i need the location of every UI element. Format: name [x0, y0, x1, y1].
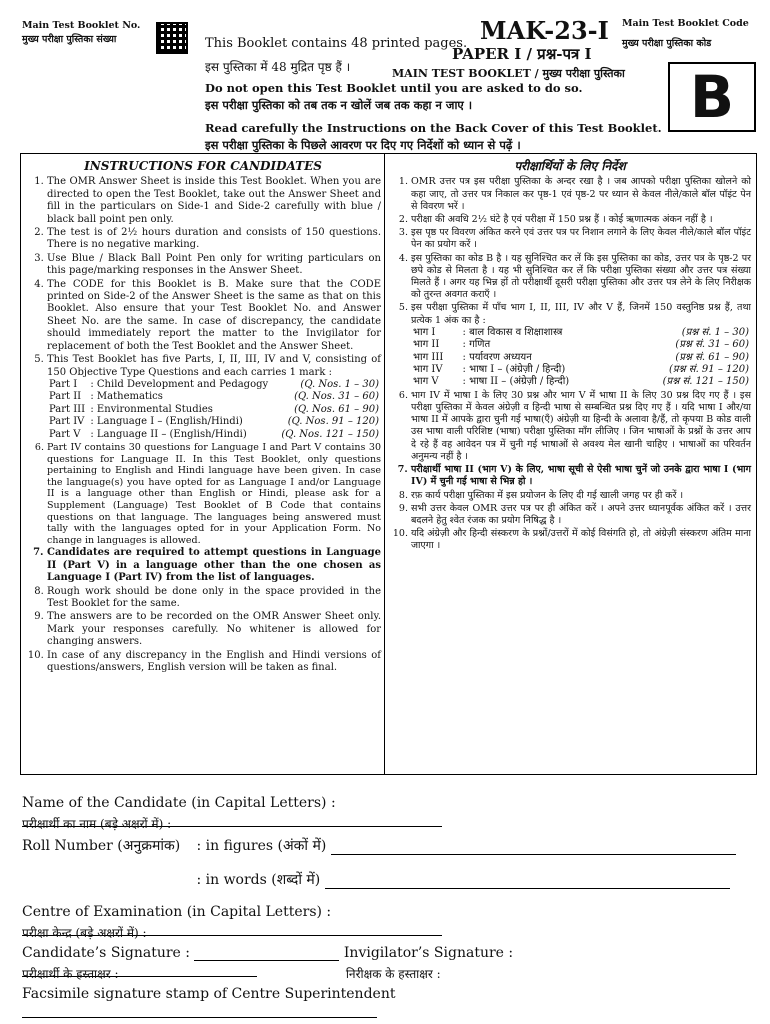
part-questions: (प्रश्न सं. 91 – 120)	[668, 364, 749, 376]
instruction-hi-8: 8. रफ़ कार्य परीक्षा पुस्तिका में इस प्रयोजन के लिए दी गई खाली जगह पर ही करें ।	[411, 490, 751, 502]
pages-hi: इस पुस्तिका में 48 मुद्रित पृष्ठ हैं ।	[205, 60, 351, 74]
booklet-code-label-en: Main Test Booklet Code	[622, 18, 749, 29]
instructions-hindi	[389, 160, 751, 554]
instructions-box	[20, 153, 757, 775]
candidate-signature-label-en: Candidate’s Signature :	[22, 945, 190, 961]
part-subject: : भाषा II – (अंग्रेज़ी / हिन्दी)	[462, 376, 570, 388]
instruction-en-3: 3. Use Blue / Black Ball Point Pen only for writing particulars on this page/marking responses in the Answer Sheet.	[47, 253, 381, 278]
part-subject: : गणित	[462, 339, 491, 351]
candidate-signature-input[interactable]	[194, 960, 339, 961]
warning-open-hi: इस परीक्षा पुस्तिका को तब तक न खोलें जब तक कहा न जाए ।	[205, 98, 473, 112]
table-row	[411, 376, 751, 388]
roll-words-input[interactable]	[325, 888, 730, 889]
part-label: Part II	[49, 391, 82, 403]
instruction-hi-4: 4. इस पुस्तिका का कोड B है । यह सुनिश्चित कर लें कि इस पुस्तिका का कोड, उत्तर पत्र के पृष्ठ-2 पर छपे कोड से मिलता है । यह भी सुनिश्चित कर लें कि परीक्षा पुस्तिका संख्या और उत्तर पत्र संख्या मिलते हैं । अगर यह भिन्न हों तो परीक्षार्थी दूसरी परीक्षा पुस्तिका और उत्तर पत्र लेने के लिए निरीक्षक को तुरन्त अवगत कराएँ ।	[411, 253, 751, 302]
warning-open-en: Do not open this Test Booklet until you are asked to do so.	[205, 81, 583, 95]
part-subject: : Mathematics	[90, 391, 163, 403]
instruction-hi-5-text: इस परीक्षा पुस्तिका में पाँच भाग I, II, III, IV और V हैं, जिनमें 150 वस्तुनिष्ठ प्रश्न हैं, तथा प्रत्येक 1 अंक का है :	[411, 302, 751, 326]
instructions-english	[25, 160, 381, 675]
roll-figures-row	[22, 836, 752, 855]
signature-labels-hi	[22, 965, 752, 982]
roll-figures-input[interactable]	[331, 854, 736, 855]
part-questions: (प्रश्न सं. 31 – 60)	[675, 339, 749, 351]
part-label: भाग IV	[413, 364, 443, 376]
booklet-code-box: B	[668, 62, 756, 132]
instruction-hi-3: 3. इस पृष्ठ पर विवरण अंकित करने एवं उत्तर पत्र पर निशान लगाने के लिए केवल नीले/काले बॉल पॉइंट पेन का प्रयोग करें ।	[411, 227, 751, 251]
instruction-en-2: 2. The test is of 2½ hours duration and consists of 150 questions. There is no negative marking.	[47, 227, 381, 252]
instruction-hi-6: 6. भाग IV में भाषा I के लिए 30 प्रश्न और भाग V में भाषा II के लिए 30 प्रश्न दिए गए हैं । इस परीक्षा पुस्तिका में केवल अंग्रेज़ी व हिन्दी भाषा से सम्बन्धित प्रश्न दिए गए हैं । यदि भाषा I और/या भाषा II में आपके द्वारा चुनी गई भाषा(एँ) अंग्रेज़ी या हिन्दी के अलावा है/हैं, तो कृपया B कोड वाली उस भाषा वाली परिशिष्ट (भाषा) परीक्षा पुस्तिका माँग लीजिए । जिन भाषाओं के प्रश्नों के उत्तर आप दे रहे हैं वह आवेदन पत्र में चुनी गई भाषाओं से अवश्य मेल खानी चाहिए । भाषाओं का परिवर्तन अनुमन्य नहीं है ।	[411, 390, 751, 463]
booklet-code-label-hi: मुख्य परीक्षा पुस्तिका कोड	[622, 38, 712, 49]
part-label: Part V	[49, 428, 81, 440]
part-label: Part I	[49, 378, 78, 390]
table-row	[47, 379, 381, 391]
part-label: Part III	[49, 403, 86, 415]
parts-table-hi	[411, 327, 751, 389]
pages-en: This Booklet contains 48 printed pages.	[205, 36, 468, 51]
centre-label-en: Centre of Examination (in Capital Letters) :	[22, 904, 332, 920]
table-row	[47, 416, 381, 428]
table-row	[411, 339, 751, 351]
table-row	[411, 352, 751, 364]
code-title: MAK-23-I	[480, 16, 609, 45]
candidate-signature-label-hi: परीक्षार्थी के हस्ताक्षर :	[22, 967, 119, 981]
name-label-hi: परीक्षार्थी का नाम (बड़े अक्षरों में) :	[22, 817, 172, 831]
booklet-no-label-en: Main Test Booklet No.	[22, 20, 141, 31]
table-row	[411, 327, 751, 339]
table-row	[47, 404, 381, 416]
part-questions: (Q. Nos. 61 – 90)	[294, 403, 379, 415]
paper-title: PAPER I / प्रश्न-पत्र I	[452, 45, 592, 63]
part-subject: : भाषा I – (अंग्रेज़ी / हिन्दी)	[462, 364, 566, 376]
warning-read-en: Read carefully the Instructions on the Back Cover of this Test Booklet.	[205, 121, 662, 135]
part-questions: (Q. Nos. 31 – 60)	[294, 391, 379, 403]
part-subject: : बाल विकास व शिक्षाशास्त्र	[462, 326, 563, 338]
part-questions: (Q. Nos. 1 – 30)	[300, 378, 379, 390]
roll-label: Roll Number (अनुक्रमांक)	[22, 838, 181, 854]
stamp-input[interactable]	[22, 1017, 377, 1018]
table-row	[411, 364, 751, 376]
instruction-hi-9: 9. सभी उत्तर केवल OMR उत्तर पत्र पर ही अंकित करें । अपने उत्तर ध्यानपूर्वक अंकित करें । उत्तर बदलने हेतु श्वेत रंजक का प्रयोग निषिद्ध है ।	[411, 503, 751, 527]
stamp-row	[22, 986, 752, 1018]
table-row	[47, 391, 381, 403]
part-subject: : Language II – (English/Hindi)	[90, 428, 247, 440]
instruction-hi-5	[411, 302, 751, 388]
roll-words-row	[22, 870, 752, 889]
instruction-en-5-text: This Test Booklet has five Parts, I, II, III, IV and V, consisting of 150 Objective Type Questions and each carries 1 mark :	[47, 354, 381, 378]
part-questions: (Q. Nos. 121 – 150)	[281, 428, 379, 440]
instruction-en-5	[47, 354, 381, 441]
instruction-en-4: 4. The CODE for this Booklet is B. Make sure that the CODE printed on Side-2 of the Answer Sheet is the same as that on this Booklet. Also ensure that your Test Booklet No. and Answer Sheet No. are the same. In case of discrepancy, the candidate should immediately report the matter to the Invigilator for replacement of both the Test Booklet and the Answer Sheet.	[47, 279, 381, 353]
invigilator-signature-label-hi: निरीक्षक के हस्ताक्षर :	[345, 967, 441, 981]
part-subject: : Child Development and Pedagogy	[90, 378, 269, 390]
instructions-title-hi: परीक्षार्थियों के लिए निर्देश	[514, 159, 626, 173]
part-label: भाग I	[413, 326, 436, 338]
column-divider	[384, 154, 385, 774]
part-questions: (प्रश्न सं. 1 – 30)	[681, 326, 749, 338]
part-subject: : पर्यावरण अध्ययन	[462, 351, 532, 363]
part-label: भाग V	[413, 376, 439, 388]
instruction-en-1: 1. The OMR Answer Sheet is inside this Test Booklet. When you are directed to open the Test Booklet, take out the Answer Sheet and fill in the particulars on Side-1 and Side-2 carefully with blue / black ball point pen only.	[47, 176, 381, 226]
part-label: Part IV	[49, 416, 85, 428]
part-label: भाग II	[413, 339, 440, 351]
part-label: भाग III	[413, 351, 444, 363]
instruction-en-8: 8. Rough work should be done only in the space provided in the Test Booklet for the same.	[47, 586, 381, 611]
instruction-en-9: 9. The answers are to be recorded on the OMR Answer Sheet only. Mark your responses carefully. No whitener is allowed for changing answers.	[47, 611, 381, 648]
centre-label-hi: परीक्षा केन्द्र (बड़े अक्षरों में) :	[22, 926, 147, 940]
name-label-en: Name of the Candidate (in Capital Letters) :	[22, 795, 336, 811]
main-booklet-label: MAIN TEST BOOKLET / मुख्य परीक्षा पुस्तिका	[392, 67, 625, 80]
booklet-no-label-hi: मुख्य परीक्षा पुस्तिका संख्या	[22, 34, 117, 45]
part-questions: (प्रश्न सं. 121 – 150)	[662, 376, 749, 388]
instructions-title-en: INSTRUCTIONS FOR CANDIDATES	[84, 159, 322, 173]
table-row	[47, 429, 381, 441]
parts-table-en	[47, 379, 381, 441]
instruction-hi-2: 2. परीक्षा की अवधि 2½ घंटे है एवं परीक्षा में 150 प्रश्न हैं । कोई ऋणात्मक अंकन नहीं है ।	[411, 214, 751, 226]
invigilator-signature-label-en: Invigilator’s Signature :	[343, 945, 514, 961]
part-subject: : Environmental Studies	[90, 403, 213, 415]
roll-words-label: : in words (शब्दों में)	[196, 872, 321, 888]
instruction-hi-10: 10. यदि अंग्रेज़ी और हिन्दी संस्करण के प्रश्नों/उत्तरों में कोई विसंगति हो, तो अंग्रेज़ी संस्करण अंतिम माना जाएगा ।	[411, 528, 751, 552]
instruction-en-6: 6. Part IV contains 30 questions for Language I and Part V contains 30 questions for Language II. In this Test Booklet, only questions pertaining to English and Hindi language have been given. In case the language(s) you have opted for as Language I and/or Language II is a language other than English or Hindi, please ask for a Supplement (Language) Test Booklet of B Code that contains questions on that language. The languages being answered must tally with the languages opted for in your Application Form. No change in languages is allowed.	[47, 442, 381, 546]
instruction-en-7: 7. Candidates are required to attempt questions in Language II (Part V) in a language other than the one chosen as Language I (Part IV) from the list of languages.	[47, 547, 381, 584]
part-questions: (Q. Nos. 91 – 120)	[287, 416, 379, 428]
qr-code-icon	[156, 22, 188, 54]
warning-read-hi: इस परीक्षा पुस्तिका के पिछले आवरण पर दिए गए निर्देशों को ध्यान से पढ़ें ।	[205, 138, 521, 152]
part-subject: : Language I – (English/Hindi)	[90, 416, 243, 428]
part-questions: (प्रश्न सं. 61 – 90)	[675, 351, 749, 363]
instruction-en-10: 10. In case of any discrepancy in the English and Hindi versions of questions/answers, English version will be taken as final.	[47, 650, 381, 675]
roll-figures-label: : in figures (अंकों में)	[196, 838, 327, 854]
instruction-hi-7: 7. परीक्षार्थी भाषा II (भाग V) के लिए, भाषा सूची से ऐसी भाषा चुनें जो उनके द्वारा भाषा I (भाग IV) में चुनी गई भाषा से भिन्न हो ।	[411, 464, 751, 488]
instruction-hi-1: 1. OMR उत्तर पत्र इस परीक्षा पुस्तिका के अन्दर रखा है । जब आपको परीक्षा पुस्तिका खोलने को कहा जाए, तो उत्तर पत्र निकाल कर पृष्ठ-1 एवं पृष्ठ-2 पर ध्यान से केवल नीले/काले बॉल पॉइंट पेन से विवरण भरें ।	[411, 176, 751, 213]
stamp-label: Facsimile signature stamp of Centre Superintendent	[22, 986, 396, 1002]
